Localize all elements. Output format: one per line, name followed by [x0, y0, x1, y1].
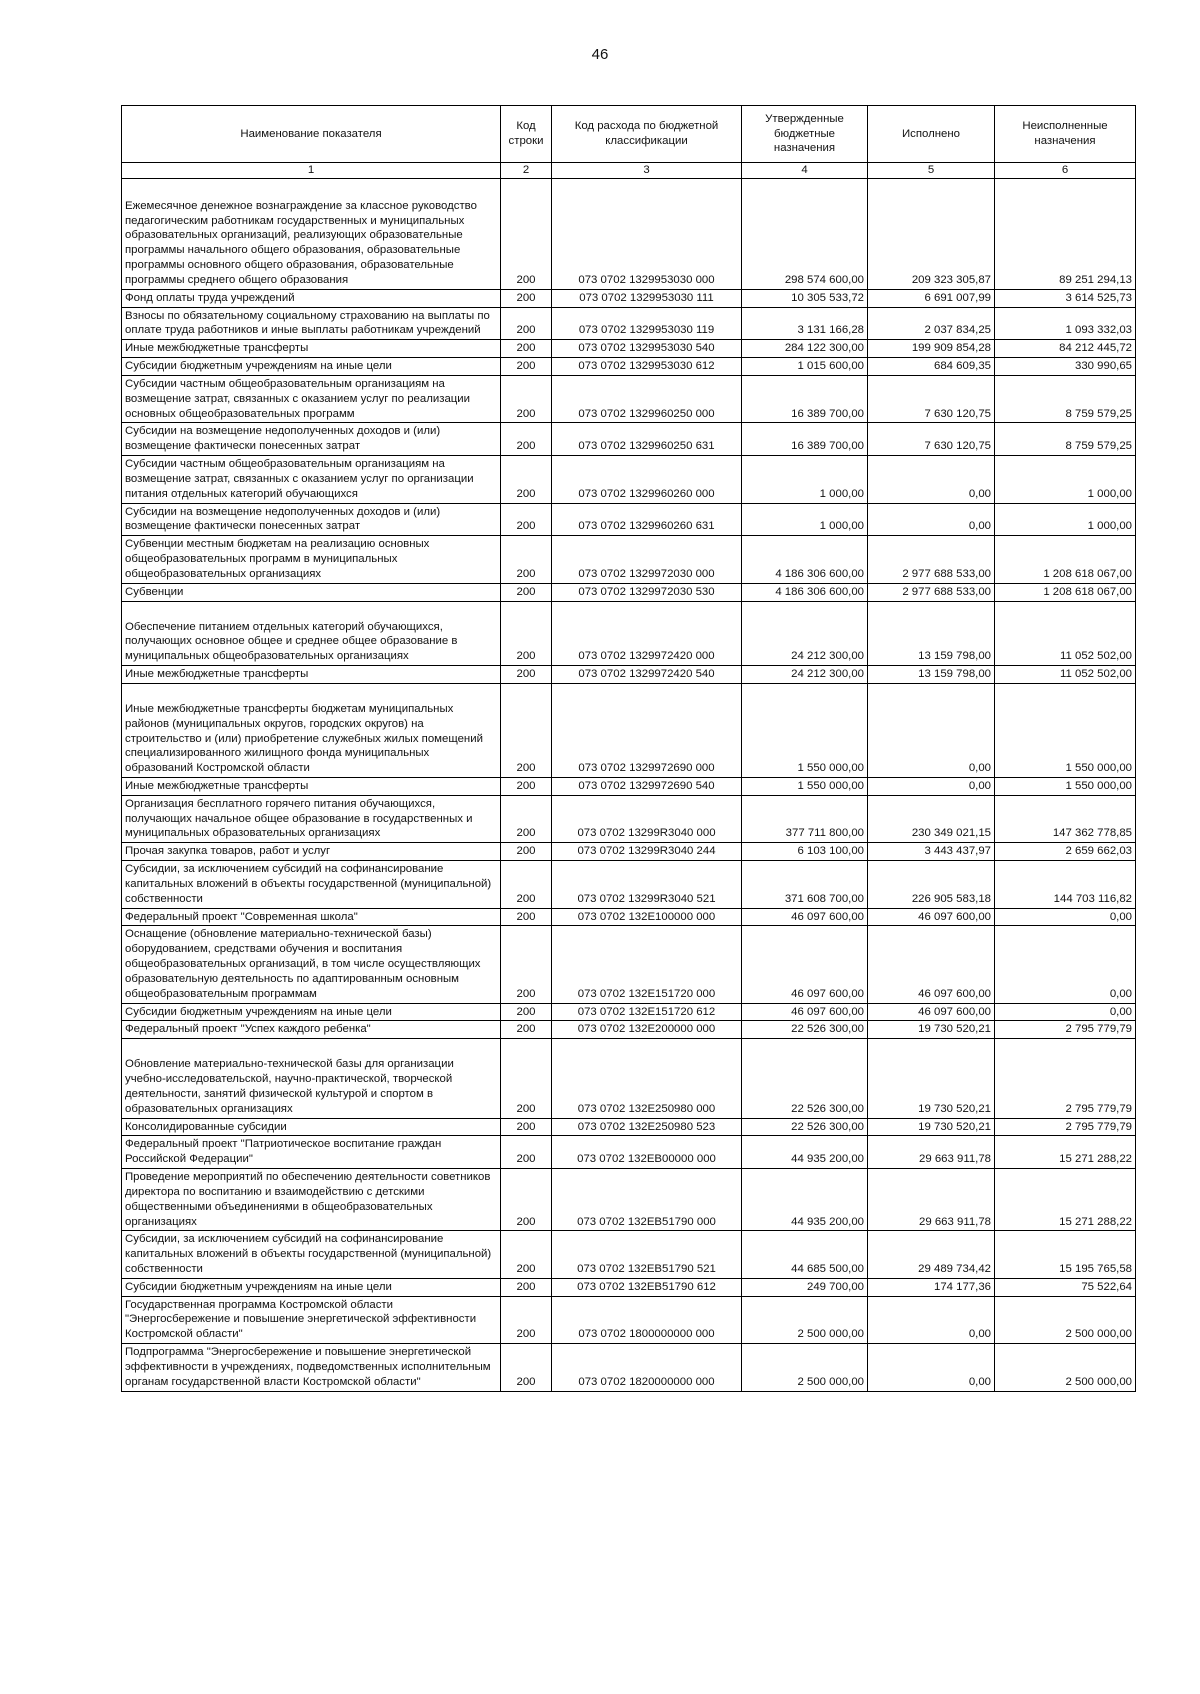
column-number: 4: [742, 163, 868, 179]
indicator-name-cell: Федеральный проект "Современная школа": [122, 908, 501, 926]
table-row: [122, 601, 1136, 665]
unexecuted-amount-cell: 2 500 000,00: [995, 1344, 1136, 1391]
unexecuted-amount-cell: 0,00: [995, 908, 1136, 926]
unexecuted-amount-cell: 89 251 294,13: [995, 178, 1136, 289]
column-number: 2: [501, 163, 552, 179]
table-row: [122, 861, 1136, 908]
approved-amount-cell: 1 550 000,00: [742, 683, 868, 777]
executed-amount-cell: 7 630 120,75: [868, 423, 995, 456]
executed-amount-cell: 29 663 911,78: [868, 1136, 995, 1169]
line-code-cell: 200: [501, 1278, 552, 1296]
table-row: [122, 375, 1136, 422]
approved-amount-cell: 3 131 166,28: [742, 307, 868, 340]
indicator-name-cell: Субсидии бюджетным учреждениям на иные цели: [122, 1003, 501, 1021]
indicator-name-cell: Иные межбюджетные трансферты: [122, 777, 501, 795]
header-indicator-name: Наименование показателя: [122, 106, 501, 163]
header-line-code: Код строки: [501, 106, 552, 163]
executed-amount-cell: 29 489 734,42: [868, 1231, 995, 1278]
line-code-cell: 200: [501, 307, 552, 340]
header-budget-classification: Код расхода по бюджетной классификации: [552, 106, 742, 163]
unexecuted-amount-cell: 147 362 778,85: [995, 795, 1136, 842]
approved-amount-cell: 249 700,00: [742, 1278, 868, 1296]
classification-code-cell: 073 0702 1329972420 000: [552, 601, 742, 665]
line-code-cell: 200: [501, 1039, 552, 1118]
unexecuted-amount-cell: 1 093 332,03: [995, 307, 1136, 340]
indicator-name-cell: Субсидии на возмещение недополученных доходов и (или) возмещение фактически понесенных затрат: [122, 503, 501, 536]
table-body: [122, 178, 1136, 1391]
approved-amount-cell: 377 711 800,00: [742, 795, 868, 842]
executed-amount-cell: 13 159 798,00: [868, 601, 995, 665]
line-code-cell: 200: [501, 358, 552, 376]
line-code-cell: 200: [501, 1118, 552, 1136]
unexecuted-amount-cell: 1 208 618 067,00: [995, 583, 1136, 601]
unexecuted-amount-cell: 144 703 116,82: [995, 861, 1136, 908]
indicator-name-cell: Субсидии, за исключением субсидий на софинансирование капитальных вложений в объекты государственной (муниципальной) собственности: [122, 1231, 501, 1278]
unexecuted-amount-cell: 2 795 779,79: [995, 1021, 1136, 1039]
table-row: [122, 1021, 1136, 1039]
unexecuted-amount-cell: 15 195 765,58: [995, 1231, 1136, 1278]
table-row: [122, 1039, 1136, 1118]
header-approved: Утвержденные бюджетные назначения: [742, 106, 868, 163]
page-number: 46: [591, 46, 609, 63]
indicator-name-cell: Государственная программа Костромской области "Энергосбережение и повышение энергетической эффективности Костромской области": [122, 1296, 501, 1343]
table-row: [122, 666, 1136, 684]
approved-amount-cell: 22 526 300,00: [742, 1039, 868, 1118]
executed-amount-cell: 226 905 583,18: [868, 861, 995, 908]
approved-amount-cell: 6 103 100,00: [742, 843, 868, 861]
column-number-row: [122, 163, 1136, 179]
classification-code-cell: 073 0702 1329960260 000: [552, 456, 742, 503]
line-code-cell: 200: [501, 289, 552, 307]
table-row: [122, 1296, 1136, 1343]
classification-code-cell: 073 0702 132E151720 612: [552, 1003, 742, 1021]
classification-code-cell: 073 0702 1329972030 000: [552, 536, 742, 583]
table-row: [122, 289, 1136, 307]
table-row: [122, 926, 1136, 1003]
line-code-cell: 200: [501, 178, 552, 289]
indicator-name-cell: Субсидии, за исключением субсидий на софинансирование капитальных вложений в объекты государственной (муниципальной) собственности: [122, 861, 501, 908]
table-row: [122, 1231, 1136, 1278]
executed-amount-cell: 684 609,35: [868, 358, 995, 376]
executed-amount-cell: 29 663 911,78: [868, 1169, 995, 1231]
line-code-cell: 200: [501, 503, 552, 536]
unexecuted-amount-cell: 0,00: [995, 926, 1136, 1003]
indicator-name-cell: Подпрограмма "Энергосбережение и повышение энергетической эффективности в учреждениях, подведомственных исполнительным органам государственной власти Костромской области": [122, 1344, 501, 1391]
column-number: 6: [995, 163, 1136, 179]
classification-code-cell: 073 0702 1329953030 612: [552, 358, 742, 376]
classification-code-cell: 073 0702 1800000000 000: [552, 1296, 742, 1343]
header-executed: Исполнено: [868, 106, 995, 163]
indicator-name-cell: Субсидии на возмещение недополученных доходов и (или) возмещение фактически понесенных затрат: [122, 423, 501, 456]
indicator-name-cell: Субсидии частным общеобразовательным организациям на возмещение затрат, связанных с оказанием услуг по реализации основных общеобразовательных программ: [122, 375, 501, 422]
unexecuted-amount-cell: 1 208 618 067,00: [995, 536, 1136, 583]
approved-amount-cell: 2 500 000,00: [742, 1296, 868, 1343]
table-row: [122, 1169, 1136, 1231]
indicator-name-cell: Субвенции местным бюджетам на реализацию основных общеобразовательных программ в муниципальных общеобразовательных организациях: [122, 536, 501, 583]
unexecuted-amount-cell: 8 759 579,25: [995, 375, 1136, 422]
indicator-name-cell: Субсидии частным общеобразовательным организациям на возмещение затрат, связанных с оказанием услуг по организации питания отдельных категорий обучающихся: [122, 456, 501, 503]
table-row: [122, 456, 1136, 503]
unexecuted-amount-cell: 1 000,00: [995, 456, 1136, 503]
classification-code-cell: 073 0702 1329953030 540: [552, 340, 742, 358]
line-code-cell: 200: [501, 683, 552, 777]
header-unexecuted: Неисполненные назначения: [995, 106, 1136, 163]
table-row: [122, 1278, 1136, 1296]
unexecuted-amount-cell: 2 500 000,00: [995, 1296, 1136, 1343]
line-code-cell: 200: [501, 375, 552, 422]
approved-amount-cell: 1 000,00: [742, 503, 868, 536]
executed-amount-cell: 230 349 021,15: [868, 795, 995, 842]
line-code-cell: 200: [501, 1296, 552, 1343]
unexecuted-amount-cell: 15 271 288,22: [995, 1136, 1136, 1169]
indicator-name-cell: Ежемесячное денежное вознаграждение за классное руководство педагогическим работникам государственных и муниципальных образовательных организаций, реализующих образовательные программы начального общего образования, образовательные программы основного общего образования, образовательные программы среднего общего образования: [122, 178, 501, 289]
executed-amount-cell: 199 909 854,28: [868, 340, 995, 358]
executed-amount-cell: 13 159 798,00: [868, 666, 995, 684]
classification-code-cell: 073 0702 1329972420 540: [552, 666, 742, 684]
line-code-cell: 200: [501, 795, 552, 842]
executed-amount-cell: 46 097 600,00: [868, 908, 995, 926]
approved-amount-cell: 44 935 200,00: [742, 1136, 868, 1169]
approved-amount-cell: 16 389 700,00: [742, 375, 868, 422]
column-number: 3: [552, 163, 742, 179]
executed-amount-cell: 19 730 520,21: [868, 1118, 995, 1136]
executed-amount-cell: 2 037 834,25: [868, 307, 995, 340]
table-row: [122, 536, 1136, 583]
table-row: [122, 777, 1136, 795]
column-number: 5: [868, 163, 995, 179]
classification-code-cell: 073 0702 132E250980 000: [552, 1039, 742, 1118]
classification-code-cell: 073 0702 132E250980 523: [552, 1118, 742, 1136]
table-row: [122, 908, 1136, 926]
indicator-name-cell: Иные межбюджетные трансферты: [122, 340, 501, 358]
unexecuted-amount-cell: 2 795 779,79: [995, 1039, 1136, 1118]
executed-amount-cell: 46 097 600,00: [868, 926, 995, 1003]
approved-amount-cell: 24 212 300,00: [742, 666, 868, 684]
approved-amount-cell: 22 526 300,00: [742, 1021, 868, 1039]
unexecuted-amount-cell: 1 550 000,00: [995, 777, 1136, 795]
line-code-cell: 200: [501, 1003, 552, 1021]
classification-code-cell: 073 0702 132E151720 000: [552, 926, 742, 1003]
table-row: [122, 1118, 1136, 1136]
classification-code-cell: 073 0702 1329972030 530: [552, 583, 742, 601]
executed-amount-cell: 6 691 007,99: [868, 289, 995, 307]
approved-amount-cell: 46 097 600,00: [742, 1003, 868, 1021]
table-row: [122, 178, 1136, 289]
indicator-name-cell: Обновление материально-технической базы для организации учебно-исследовательской, научно-практической, творческой деятельности, занятий физической культурой и спортом в образовательных организациях: [122, 1039, 501, 1118]
executed-amount-cell: 209 323 305,87: [868, 178, 995, 289]
table-row: [122, 340, 1136, 358]
line-code-cell: 200: [501, 1231, 552, 1278]
table-row: [122, 1136, 1136, 1169]
line-code-cell: 200: [501, 1136, 552, 1169]
classification-code-cell: 073 0702 1329953030 119: [552, 307, 742, 340]
indicator-name-cell: Иные межбюджетные трансферты бюджетам муниципальных районов (муниципальных округов, городских округов) на строительство и (или) приобретение служебных жилых помещений специализированного жилищного фонда муниципальных образований Костромской области: [122, 683, 501, 777]
line-code-cell: 200: [501, 777, 552, 795]
classification-code-cell: 073 0702 1329960250 000: [552, 375, 742, 422]
classification-code-cell: 073 0702 1820000000 000: [552, 1344, 742, 1391]
line-code-cell: 200: [501, 583, 552, 601]
indicator-name-cell: Субвенции: [122, 583, 501, 601]
table-row: [122, 843, 1136, 861]
unexecuted-amount-cell: 330 990,65: [995, 358, 1136, 376]
approved-amount-cell: 46 097 600,00: [742, 926, 868, 1003]
indicator-name-cell: Взносы по обязательному социальному страхованию на выплаты по оплате труда работников и иные выплаты работникам учреждений: [122, 307, 501, 340]
approved-amount-cell: 1 000,00: [742, 456, 868, 503]
indicator-name-cell: Федеральный проект "Успех каждого ребенка": [122, 1021, 501, 1039]
budget-execution-table: [121, 105, 1136, 1392]
classification-code-cell: 073 0702 132E100000 000: [552, 908, 742, 926]
indicator-name-cell: Проведение мероприятий по обеспечению деятельности советников директора по воспитанию и взаимодействию с детскими общественными объединениями в общеобразовательных организациях: [122, 1169, 501, 1231]
executed-amount-cell: 174 177,36: [868, 1278, 995, 1296]
approved-amount-cell: 284 122 300,00: [742, 340, 868, 358]
classification-code-cell: 073 0702 132EB00000 000: [552, 1136, 742, 1169]
approved-amount-cell: 2 500 000,00: [742, 1344, 868, 1391]
indicator-name-cell: Иные межбюджетные трансферты: [122, 666, 501, 684]
approved-amount-cell: 4 186 306 600,00: [742, 583, 868, 601]
indicator-name-cell: Субсидии бюджетным учреждениям на иные цели: [122, 358, 501, 376]
classification-code-cell: 073 0702 132E200000 000: [552, 1021, 742, 1039]
approved-amount-cell: 44 935 200,00: [742, 1169, 868, 1231]
unexecuted-amount-cell: 2 659 662,03: [995, 843, 1136, 861]
indicator-name-cell: Консолидированные субсидии: [122, 1118, 501, 1136]
classification-code-cell: 073 0702 132EB51790 521: [552, 1231, 742, 1278]
unexecuted-amount-cell: 2 795 779,79: [995, 1118, 1136, 1136]
executed-amount-cell: 0,00: [868, 1296, 995, 1343]
executed-amount-cell: 7 630 120,75: [868, 375, 995, 422]
table-row: [122, 1344, 1136, 1391]
executed-amount-cell: 3 443 437,97: [868, 843, 995, 861]
indicator-name-cell: Федеральный проект "Патриотическое воспитание граждан Российской Федерации": [122, 1136, 501, 1169]
classification-code-cell: 073 0702 13299R3040 244: [552, 843, 742, 861]
approved-amount-cell: 298 574 600,00: [742, 178, 868, 289]
indicator-name-cell: Субсидии бюджетным учреждениям на иные цели: [122, 1278, 501, 1296]
unexecuted-amount-cell: 1 000,00: [995, 503, 1136, 536]
line-code-cell: 200: [501, 1344, 552, 1391]
line-code-cell: 200: [501, 423, 552, 456]
column-number: 1: [122, 163, 501, 179]
classification-code-cell: 073 0702 1329960260 631: [552, 503, 742, 536]
unexecuted-amount-cell: 15 271 288,22: [995, 1169, 1136, 1231]
unexecuted-amount-cell: 11 052 502,00: [995, 601, 1136, 665]
table-row: [122, 583, 1136, 601]
classification-code-cell: 073 0702 1329960250 631: [552, 423, 742, 456]
table-row: [122, 358, 1136, 376]
approved-amount-cell: 16 389 700,00: [742, 423, 868, 456]
unexecuted-amount-cell: 8 759 579,25: [995, 423, 1136, 456]
classification-code-cell: 073 0702 13299R3040 521: [552, 861, 742, 908]
indicator-name-cell: Фонд оплаты труда учреждений: [122, 289, 501, 307]
unexecuted-amount-cell: 0,00: [995, 1003, 1136, 1021]
line-code-cell: 200: [501, 1021, 552, 1039]
executed-amount-cell: 0,00: [868, 503, 995, 536]
line-code-cell: 200: [501, 843, 552, 861]
indicator-name-cell: Оснащение (обновление материально-технической базы) оборудованием, средствами обучения и воспитания общеобразовательных организаций, в том числе осуществляющих образовательную деятельность по адаптированным основным общеобразовательным программам: [122, 926, 501, 1003]
classification-code-cell: 073 0702 1329972690 000: [552, 683, 742, 777]
executed-amount-cell: 46 097 600,00: [868, 1003, 995, 1021]
executed-amount-cell: 0,00: [868, 1344, 995, 1391]
approved-amount-cell: 1 015 600,00: [742, 358, 868, 376]
classification-code-cell: 073 0702 132EB51790 612: [552, 1278, 742, 1296]
executed-amount-cell: 0,00: [868, 777, 995, 795]
approved-amount-cell: 10 305 533,72: [742, 289, 868, 307]
classification-code-cell: 073 0702 1329972690 540: [552, 777, 742, 795]
approved-amount-cell: 4 186 306 600,00: [742, 536, 868, 583]
table-row: [122, 683, 1136, 777]
table-row: [122, 503, 1136, 536]
header-row: [122, 106, 1136, 163]
approved-amount-cell: 22 526 300,00: [742, 1118, 868, 1136]
classification-code-cell: 073 0702 13299R3040 000: [552, 795, 742, 842]
unexecuted-amount-cell: 84 212 445,72: [995, 340, 1136, 358]
line-code-cell: 200: [501, 666, 552, 684]
unexecuted-amount-cell: 11 052 502,00: [995, 666, 1136, 684]
executed-amount-cell: 0,00: [868, 683, 995, 777]
approved-amount-cell: 1 550 000,00: [742, 777, 868, 795]
approved-amount-cell: 24 212 300,00: [742, 601, 868, 665]
line-code-cell: 200: [501, 926, 552, 1003]
line-code-cell: 200: [501, 340, 552, 358]
indicator-name-cell: Организация бесплатного горячего питания обучающихся, получающих начальное общее образование в государственных и муниципальных образовательных организациях: [122, 795, 501, 842]
classification-code-cell: 073 0702 1329953030 000: [552, 178, 742, 289]
classification-code-cell: 073 0702 132EB51790 000: [552, 1169, 742, 1231]
classification-code-cell: 073 0702 1329953030 111: [552, 289, 742, 307]
approved-amount-cell: 44 685 500,00: [742, 1231, 868, 1278]
line-code-cell: 200: [501, 1169, 552, 1231]
executed-amount-cell: 2 977 688 533,00: [868, 583, 995, 601]
executed-amount-cell: 2 977 688 533,00: [868, 536, 995, 583]
table-row: [122, 423, 1136, 456]
unexecuted-amount-cell: 1 550 000,00: [995, 683, 1136, 777]
executed-amount-cell: 19 730 520,21: [868, 1039, 995, 1118]
executed-amount-cell: 19 730 520,21: [868, 1021, 995, 1039]
unexecuted-amount-cell: 3 614 525,73: [995, 289, 1136, 307]
line-code-cell: 200: [501, 601, 552, 665]
table-row: [122, 307, 1136, 340]
unexecuted-amount-cell: 75 522,64: [995, 1278, 1136, 1296]
indicator-name-cell: Прочая закупка товаров, работ и услуг: [122, 843, 501, 861]
executed-amount-cell: 0,00: [868, 456, 995, 503]
approved-amount-cell: 371 608 700,00: [742, 861, 868, 908]
table-row: [122, 795, 1136, 842]
approved-amount-cell: 46 097 600,00: [742, 908, 868, 926]
indicator-name-cell: Обеспечение питанием отдельных категорий обучающихся, получающих основное общее и среднее общее образование в муниципальных общеобразовательных организациях: [122, 601, 501, 665]
line-code-cell: 200: [501, 908, 552, 926]
table-row: [122, 1003, 1136, 1021]
line-code-cell: 200: [501, 536, 552, 583]
line-code-cell: 200: [501, 861, 552, 908]
line-code-cell: 200: [501, 456, 552, 503]
